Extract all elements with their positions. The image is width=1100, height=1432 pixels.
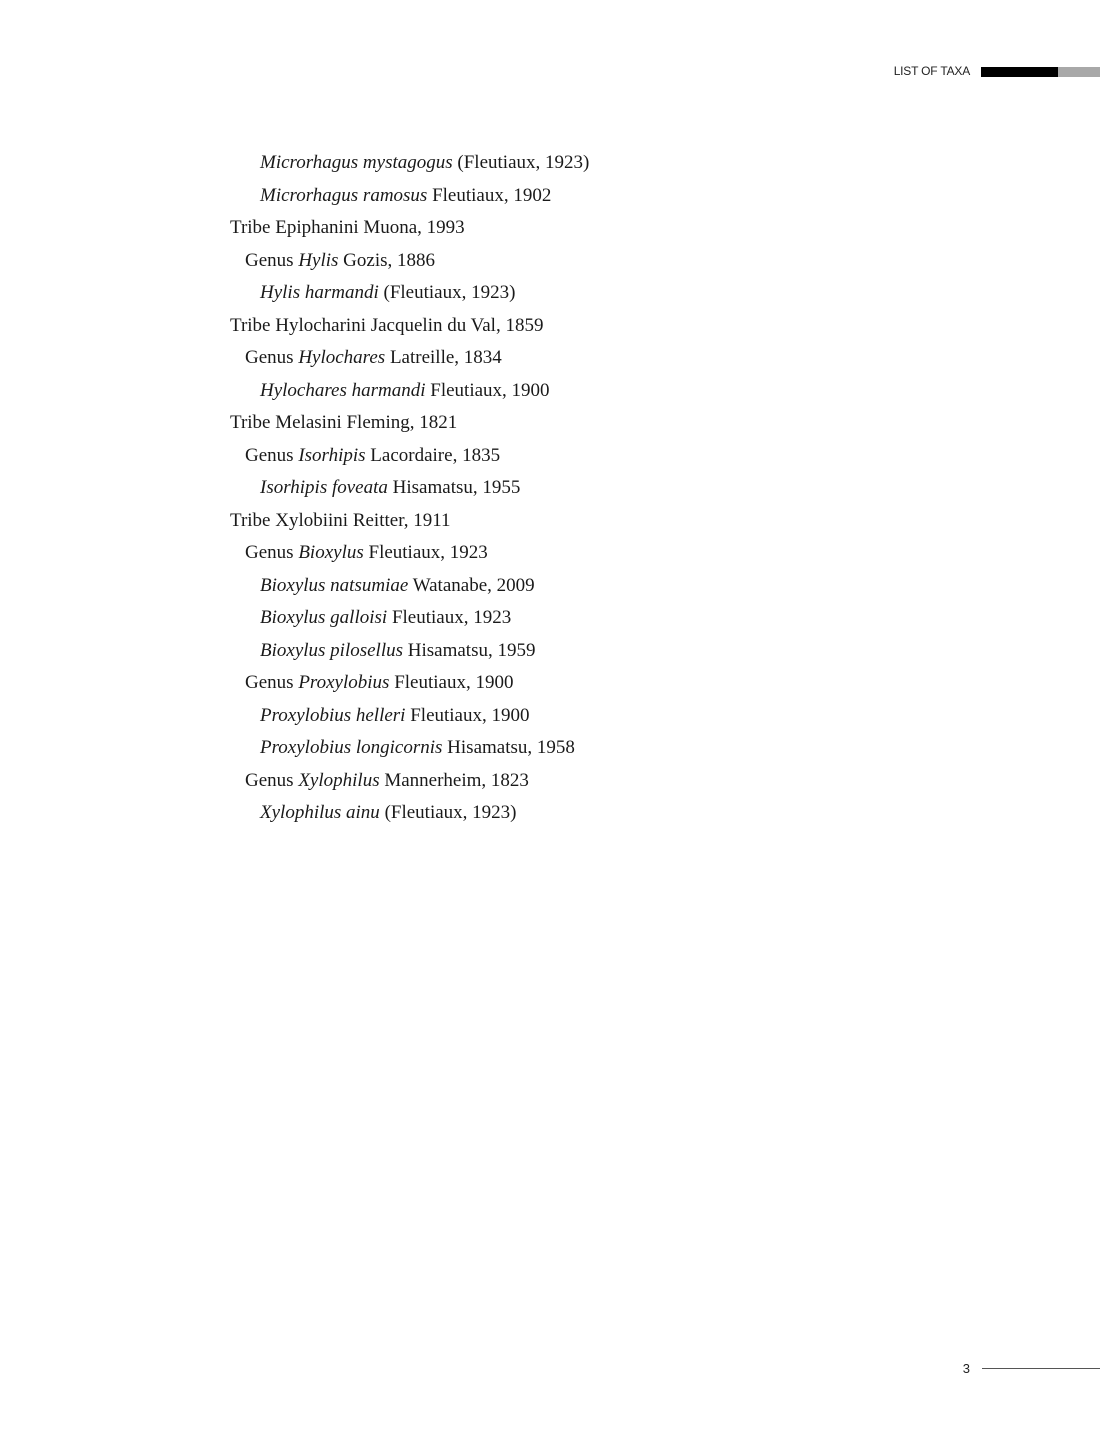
taxon-author: Hisamatsu, 1958	[447, 737, 575, 758]
taxon-name: Hylochares harmandi	[260, 379, 426, 401]
taxon-author: (Fleutiaux, 1923)	[457, 152, 590, 173]
tribe-entry	[230, 310, 589, 343]
taxon-name: Microrhagus mystagogus	[260, 152, 453, 173]
taxon-name: Bioxylus galloisi	[260, 607, 388, 628]
taxon-author: Gozis, 1886	[343, 249, 435, 271]
species-entry	[230, 797, 589, 830]
taxon-name: Isorhipis	[298, 444, 366, 466]
taxon-rank: Genus	[245, 769, 294, 791]
species-entry	[230, 602, 589, 635]
running-header	[894, 65, 1100, 78]
species-entry	[230, 472, 589, 505]
header-bar-light	[1058, 67, 1100, 77]
genus-entry	[230, 245, 589, 278]
taxon-author: Fleutiaux, 1923	[368, 542, 488, 563]
taxa-list	[230, 147, 589, 830]
taxon-author: Latreille, 1834	[389, 347, 502, 368]
footer-rule	[982, 1368, 1100, 1369]
genus-entry	[230, 537, 589, 570]
taxon-author: Fleutiaux, 1900	[430, 379, 550, 401]
species-entry	[230, 635, 589, 668]
taxon-name: Bioxylus natsumiae	[260, 574, 409, 596]
taxon-author: Hisamatsu, 1955	[392, 477, 521, 498]
taxon-name: Proxylobius	[298, 672, 390, 693]
page-number: 3	[962, 1360, 970, 1376]
page-footer	[963, 1359, 1100, 1377]
genus-entry	[230, 342, 589, 375]
taxon-author: (Fleutiaux, 1923)	[383, 282, 516, 303]
taxon-name: Hylochares	[298, 347, 386, 368]
taxon-rank: Tribe Melasini Fleming, 1821	[230, 412, 458, 433]
tribe-entry	[230, 212, 589, 245]
taxon-rank: Tribe Epiphanini Muona, 1993	[230, 217, 465, 238]
taxon-name: Xylophilus ainu	[260, 802, 380, 823]
species-entry	[230, 147, 589, 180]
species-entry	[230, 180, 589, 213]
species-entry	[230, 277, 589, 310]
taxon-author: Hisamatsu, 1959	[407, 639, 536, 661]
taxon-rank: Genus	[245, 347, 294, 368]
species-entry	[230, 570, 589, 603]
taxon-author: Lacordaire, 1835	[370, 444, 501, 466]
taxon-name: Proxylobius longicornis	[260, 737, 443, 758]
taxon-name: Bioxylus	[298, 542, 364, 563]
taxon-author: Fleutiaux, 1900	[410, 704, 530, 726]
taxon-name: Microrhagus ramosus	[260, 184, 428, 206]
taxon-rank: Tribe Xylobiini Reitter, 1911	[230, 509, 451, 531]
taxon-name: Isorhipis foveata	[260, 477, 388, 498]
tribe-entry	[230, 407, 589, 440]
taxon-name: Hylis harmandi	[260, 282, 379, 303]
taxon-author: Mannerheim, 1823	[384, 769, 529, 791]
taxon-name: Xylophilus	[298, 769, 380, 791]
taxon-author: (Fleutiaux, 1923)	[384, 802, 517, 823]
taxon-author: Fleutiaux, 1923	[391, 607, 512, 628]
species-entry	[230, 732, 589, 765]
taxon-rank: Genus	[245, 444, 294, 466]
taxon-author: Fleutiaux, 1900	[394, 672, 514, 693]
genus-entry	[230, 667, 589, 700]
taxon-author: Watanabe, 2009	[412, 574, 535, 596]
running-header-title: LIST OF TAXA	[893, 64, 970, 78]
taxon-rank: Genus	[245, 542, 294, 563]
taxon-name: Bioxylus pilosellus	[260, 639, 404, 661]
tribe-entry	[230, 505, 589, 538]
taxon-rank: Genus	[245, 249, 294, 271]
taxon-name: Proxylobius helleri	[260, 704, 406, 726]
header-bar-dark	[981, 67, 1058, 77]
genus-entry	[230, 765, 589, 798]
species-entry	[230, 375, 589, 408]
taxon-rank: Tribe Hylocharini Jacquelin du Val, 1859	[230, 314, 544, 336]
taxon-name: Hylis	[298, 249, 339, 271]
taxon-author: Fleutiaux, 1902	[432, 184, 552, 206]
species-entry	[230, 700, 589, 733]
genus-entry	[230, 440, 589, 473]
taxon-rank: Genus	[245, 672, 294, 693]
